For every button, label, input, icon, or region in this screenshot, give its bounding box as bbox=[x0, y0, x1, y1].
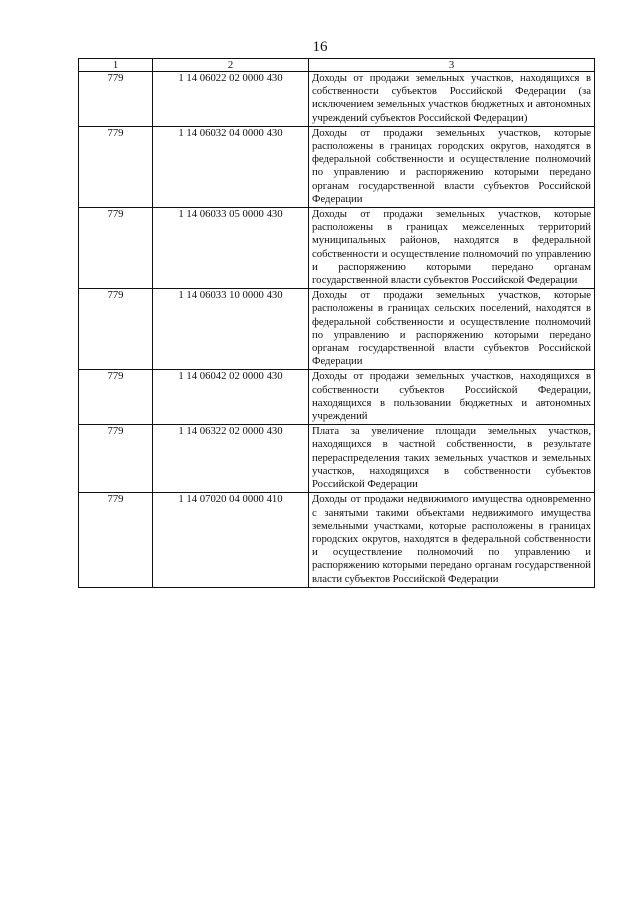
table-row bbox=[79, 72, 595, 127]
table-row bbox=[79, 370, 595, 425]
description-cell: Доходы от продажи недвижимого имущества одновременно с занятыми такими объектами недвижимого имущества земельными участками, которые расположены в границах городских округов, находятся в федеральной собственности и осуществление полномочий по управлению и распоряжению которыми передано органам государственной власти субъектов Российской Федерации bbox=[309, 493, 595, 587]
description-cell: Плата за увеличение площади земельных участков, находящихся в частной собственности, в результате перераспределения таких земельных участков и земельных участков, находящихся в собственности субъектов Российской Федерации bbox=[309, 425, 595, 493]
admin-code-cell: 779 bbox=[79, 72, 153, 127]
page-number: 16 bbox=[312, 39, 328, 55]
table-body bbox=[79, 72, 595, 588]
income-code-cell: 1 14 06042 02 0000 430 bbox=[153, 370, 309, 425]
description-cell: Доходы от продажи земельных участков, которые расположены в границах межселенных территорий муниципальных районов, находятся в федеральной собственности и осуществление полномочий по управлению и распоряжению которыми передано органам государственной власти субъектов Российской Федерации bbox=[309, 208, 595, 289]
table-row bbox=[79, 289, 595, 370]
description-cell: Доходы от продажи земельных участков, находящихся в собственности субъектов Российской Федерации (за исключением земельных участков бюджетных и автономных учреждений субъектов Российской Федерации) bbox=[309, 72, 595, 127]
table-row bbox=[79, 208, 595, 289]
table-row bbox=[79, 493, 595, 587]
income-code-cell: 1 14 06022 02 0000 430 bbox=[153, 72, 309, 127]
income-code-cell: 1 14 06032 04 0000 430 bbox=[153, 126, 309, 207]
income-code-cell: 1 14 06033 05 0000 430 bbox=[153, 208, 309, 289]
column-header-3: 3 bbox=[309, 59, 595, 72]
table-header bbox=[79, 59, 595, 72]
column-header-1: 1 bbox=[79, 59, 153, 72]
description-cell: Доходы от продажи земельных участков, которые расположены в границах сельских поселений, находятся в федеральной собственности и осуществление полномочий по управлению и распоряжению которыми передано органам государственной власти субъектов Российской Федерации bbox=[309, 289, 595, 370]
description-cell: Доходы от продажи земельных участков, которые расположены в границах городских округов, находятся в федеральной собственности и осуществление полномочий по управлению и распоряжению которыми передано органам государственной власти субъектов Российской Федерации bbox=[309, 126, 595, 207]
income-code-cell: 1 14 07020 04 0000 410 bbox=[153, 493, 309, 587]
table-row bbox=[79, 126, 595, 207]
table-row bbox=[79, 425, 595, 493]
column-header-2: 2 bbox=[153, 59, 309, 72]
income-code-cell: 1 14 06033 10 0000 430 bbox=[153, 289, 309, 370]
description-cell: Доходы от продажи земельных участков, находящихся в собственности субъектов Российской Федерации, находящихся в пользовании бюджетных и автономных учреждений bbox=[309, 370, 595, 425]
admin-code-cell: 779 bbox=[79, 493, 153, 587]
budget-codes-table bbox=[78, 58, 595, 588]
admin-code-cell: 779 bbox=[79, 126, 153, 207]
admin-code-cell: 779 bbox=[79, 370, 153, 425]
income-code-cell: 1 14 06322 02 0000 430 bbox=[153, 425, 309, 493]
admin-code-cell: 779 bbox=[79, 425, 153, 493]
table-header-row bbox=[79, 59, 595, 72]
admin-code-cell: 779 bbox=[79, 208, 153, 289]
admin-code-cell: 779 bbox=[79, 289, 153, 370]
